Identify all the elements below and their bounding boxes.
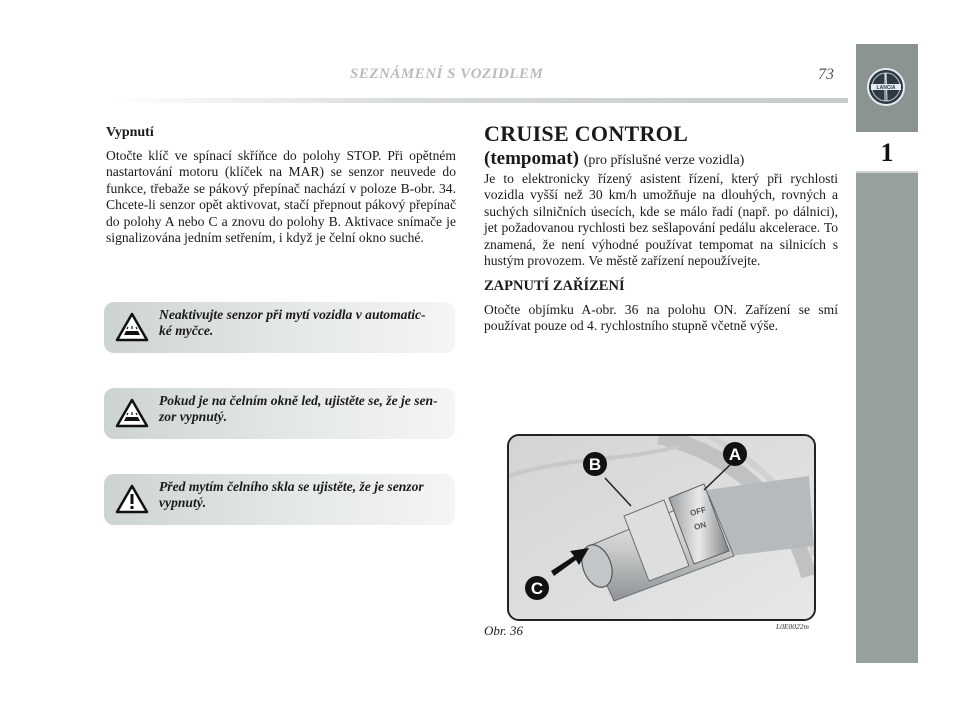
section-number: 1 bbox=[880, 138, 894, 167]
header-rule bbox=[106, 98, 848, 103]
label-b: B bbox=[588, 455, 602, 474]
note-2-line-1: Pokud je na čelním okně led, ujistěte se, že je sen- bbox=[159, 393, 438, 408]
chapter-title: SEZNÁMENÍ S VOZIDLEM bbox=[350, 66, 544, 82]
heading-vypnuti: Vypnutí bbox=[106, 125, 154, 140]
note-2-line-2: zor vypnutý. bbox=[159, 409, 227, 424]
cruise-control-subtitle bbox=[484, 148, 744, 170]
note-1-line-1: Neaktivujte senzor při mytí vozidla v automatic- bbox=[159, 307, 426, 322]
label-c: C bbox=[530, 579, 544, 598]
lancia-logo bbox=[866, 67, 906, 107]
sidebar-separator-lower bbox=[856, 171, 918, 173]
subtitle-main: (tempomat) bbox=[484, 148, 579, 169]
cruise-control-title: CRUISE CONTROL bbox=[484, 121, 689, 146]
section-heading-zapnuti: ZAPNUTÍ ZAŘÍZENÍ bbox=[484, 278, 625, 294]
figure-36 bbox=[507, 434, 816, 621]
cruise-control-paragraph: Je to elektronicky řízený asistent řízení, který při rychlosti vozidla vyšší než 30 km/h umožňuje na dlouhých, rovných a suchých silničních úsecích, kde se málo řadí (např. po dálnici), jet požadovanou rychlosti bez sešlapování pedálu akcelerace. To znamená, že není výhodné používat tempomat na silnicích s hustým provozem. Ve městě zařízení nepoužívejte. bbox=[484, 171, 838, 269]
subtitle-note: (pro příslušné verze vozidla) bbox=[583, 153, 745, 168]
note-3-line-2: vypnutý. bbox=[159, 495, 207, 510]
ring-off-label: OFF bbox=[689, 505, 707, 518]
cruise-lever-illustration bbox=[509, 436, 814, 619]
car-warning-icon bbox=[115, 398, 149, 428]
page-number: 73 bbox=[818, 66, 834, 83]
label-a: A bbox=[728, 445, 742, 464]
left-paragraph: Otočte klíč ve spínací skříňce do polohy STOP. Při opětném nastartování motoru (klíček na MAR) se senzor neuvede do funkce, třebaže se pákový přepínač nachází v poloze B-obr. 34. Chcete-li senzor opět aktivovat, stačí přepnout pákový přepínač do polohy A nebo C a znovu do polohy B. Aktivace snímače je signalizována jedním setřením, i když je čelní okno suché. bbox=[106, 148, 456, 246]
ring-on-label: ON bbox=[693, 520, 708, 532]
exclamation-warning-icon bbox=[115, 484, 149, 514]
figure-code: L0E0022m bbox=[776, 622, 809, 631]
note-3-line-1: Před mytím čelního skla se ujistěte, že je senzor bbox=[159, 479, 424, 494]
note-1-line-2: ké myčce. bbox=[159, 323, 214, 338]
zapnuti-paragraph: Otočte objímku A-obr. 36 na polohu ON. Zařízení se smí používat pouze od 4. rychlostního stupně včetně výše. bbox=[484, 302, 838, 334]
car-wash-warning-icon bbox=[115, 312, 149, 342]
figure-caption: Obr. 36 bbox=[484, 623, 524, 638]
logo-text: LANCIA bbox=[876, 85, 896, 91]
